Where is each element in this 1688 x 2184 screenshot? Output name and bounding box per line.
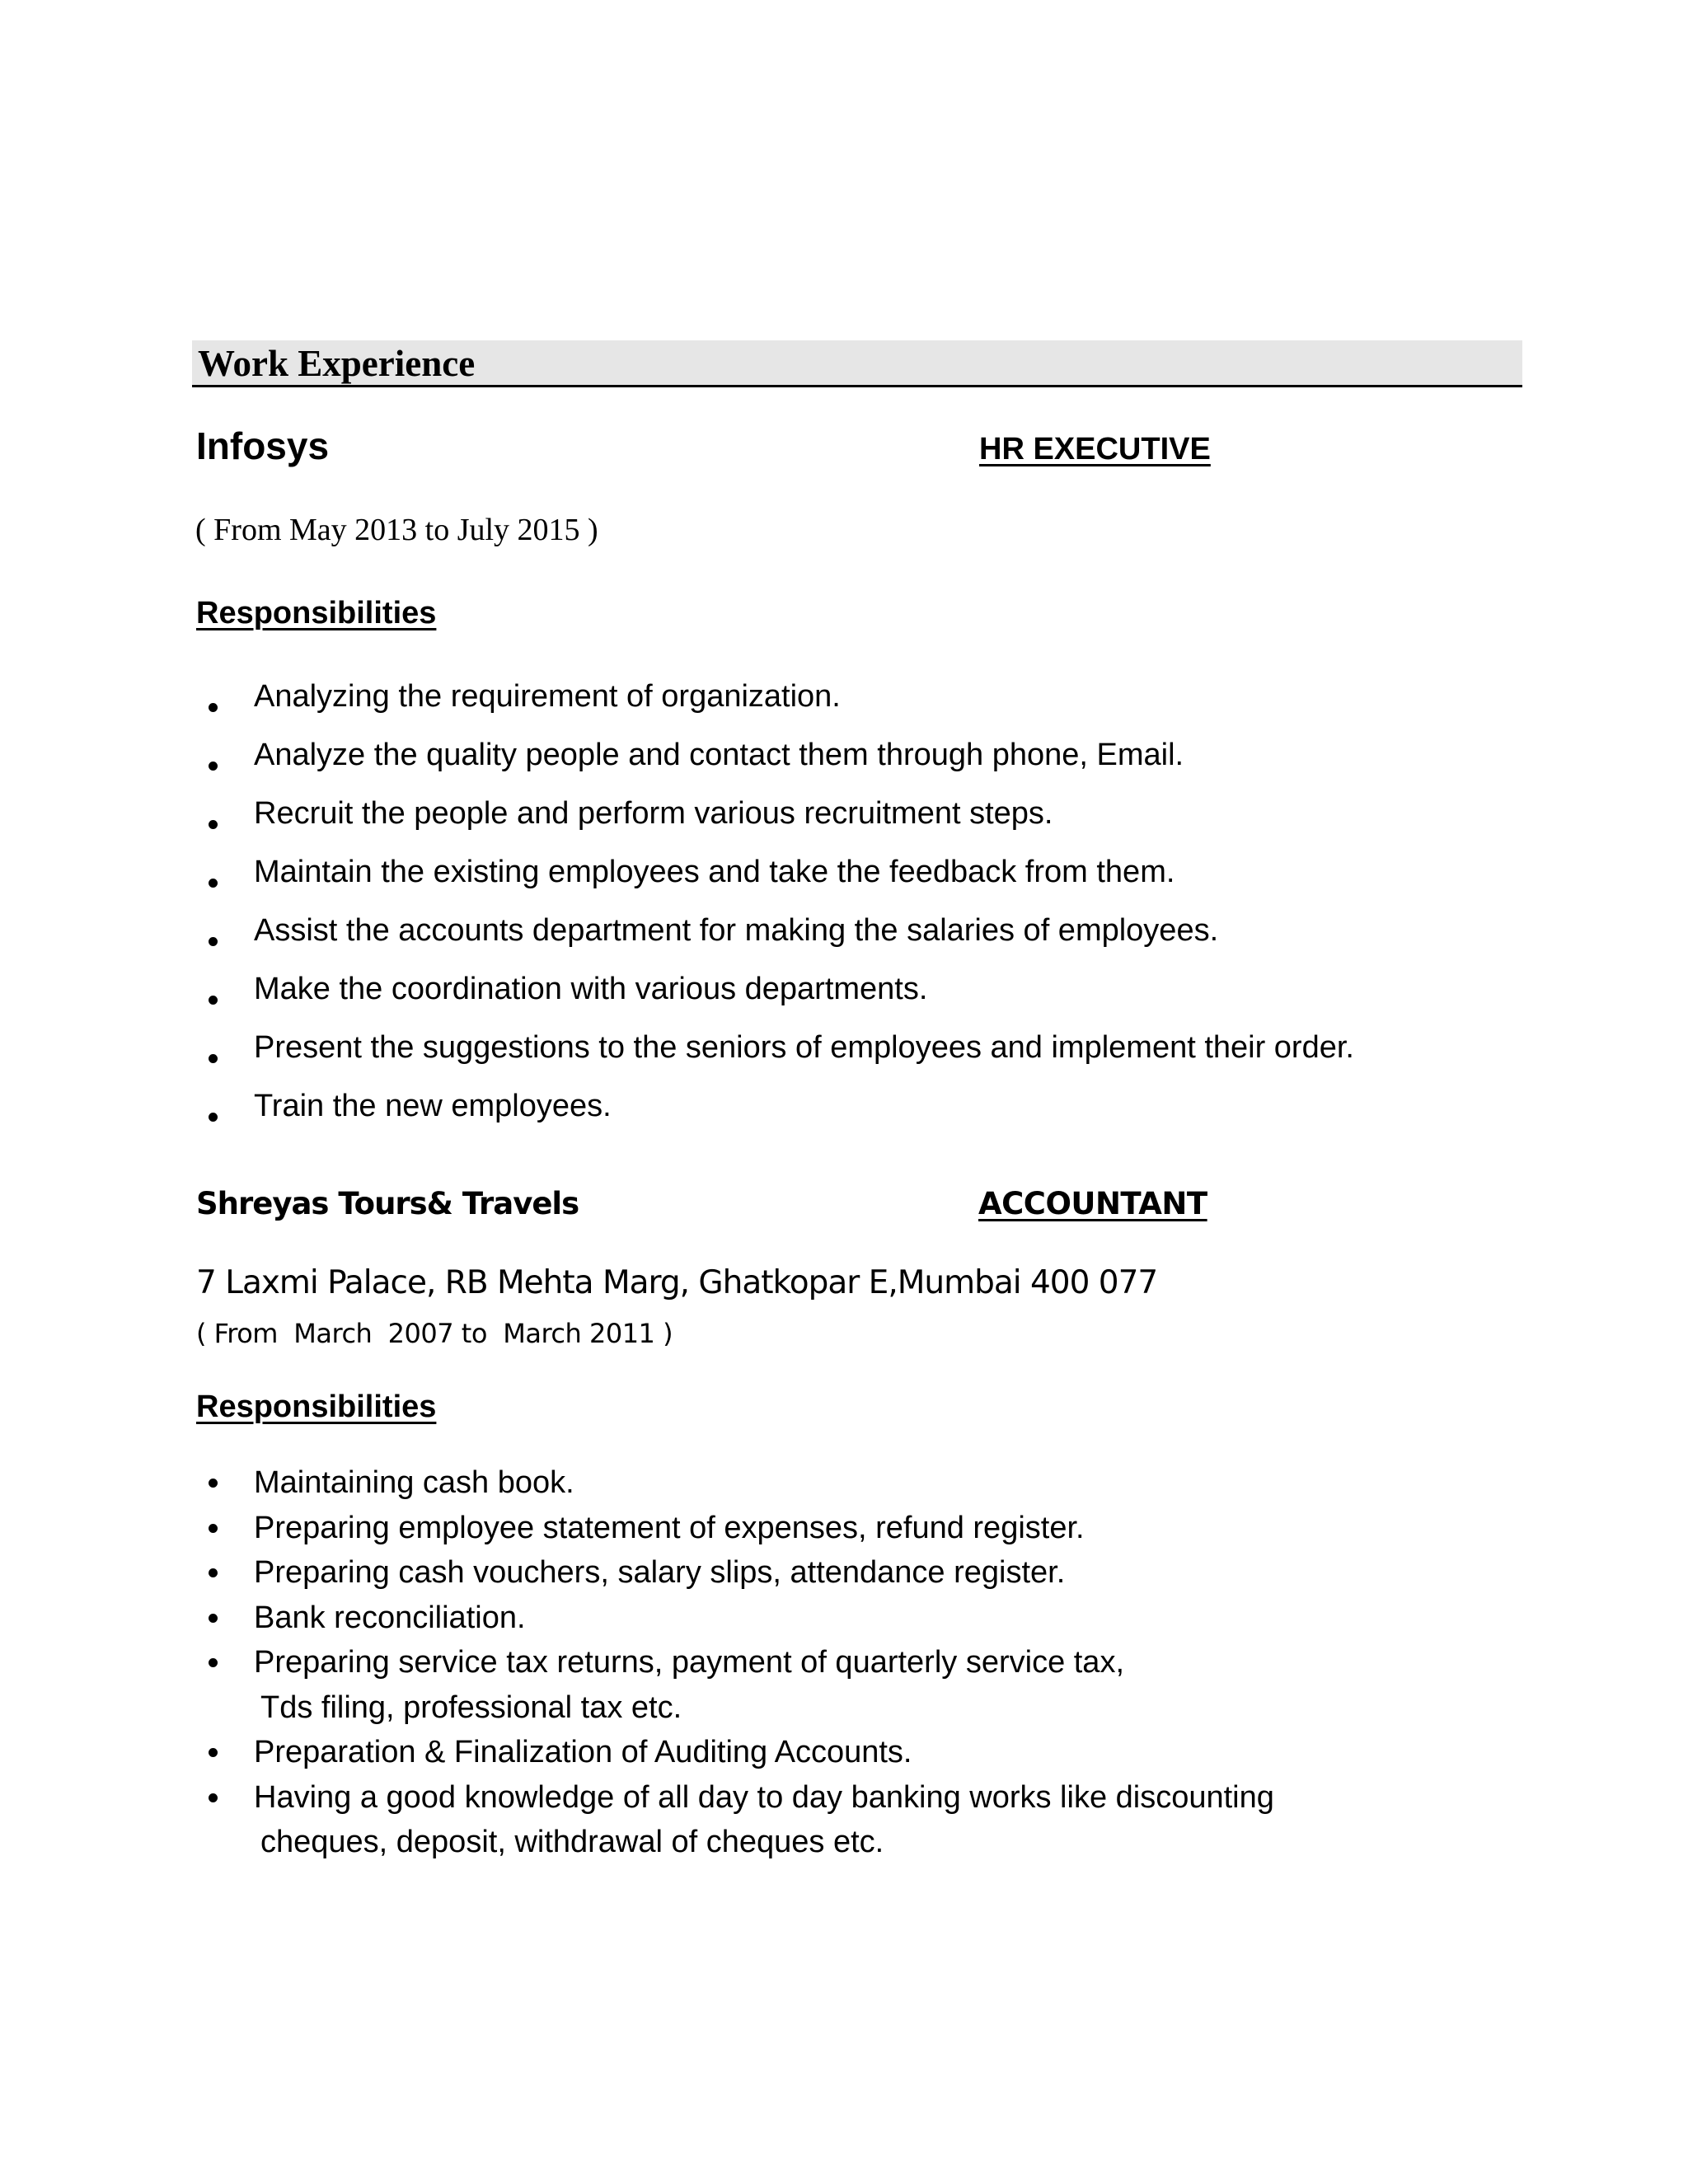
bullet-icon xyxy=(209,1793,218,1802)
list-item: Train the new employees. xyxy=(196,1087,1354,1146)
company-name: Infosys xyxy=(196,424,330,467)
list-item: Recruit the people and perform various recruitment steps. xyxy=(196,794,1354,853)
list-item: Make the coordination with various departments. xyxy=(196,970,1354,1029)
list-item: Assist the accounts department for making the salaries of employees. xyxy=(196,912,1354,970)
bullet-icon xyxy=(209,1479,218,1488)
list-item: Preparing cash vouchers, salary slips, attendance register. xyxy=(196,1550,1274,1596)
list-item: Analyzing the requirement of organization. xyxy=(196,677,1354,736)
section-header-bar xyxy=(192,340,1522,387)
list-item: Preparing service tax returns, payment of quarterly service tax, Tds filing, professional tax etc. xyxy=(196,1640,1274,1730)
list-item-continuation: Tds filing, professional tax etc. xyxy=(260,1690,682,1725)
bullet-icon xyxy=(209,703,218,712)
company-address: 7 Laxmi Palace, RB Mehta Marg, Ghatkopar E,Mumbai 400 077 xyxy=(196,1264,1158,1301)
job-title: HR EXECUTIVE xyxy=(979,432,1211,466)
employment-period: ( From March 2007 to March 2011 ) xyxy=(196,1318,673,1349)
bullet-icon xyxy=(209,762,218,771)
bullet-icon xyxy=(209,1658,218,1667)
list-item: Preparing employee statement of expenses, refund register. xyxy=(196,1506,1274,1551)
list-item: Maintain the existing employees and take the feedback from them. xyxy=(196,853,1354,912)
bullet-icon xyxy=(209,820,218,829)
responsibilities-heading: Responsibilities xyxy=(196,1390,437,1424)
bullet-icon xyxy=(209,996,218,1005)
list-item: Maintaining cash book. xyxy=(196,1460,1274,1506)
bullet-icon xyxy=(209,1748,218,1757)
job-title: ACCOUNTANT xyxy=(978,1186,1207,1221)
list-item: Preparation & Finalization of Auditing Accounts. xyxy=(196,1730,1274,1775)
bullet-icon xyxy=(209,1614,218,1623)
list-item: Present the suggestions to the seniors of employees and implement their order. xyxy=(196,1029,1354,1087)
responsibilities-list xyxy=(196,677,1354,1146)
responsibilities-heading: Responsibilities xyxy=(196,596,437,630)
responsibilities-list xyxy=(196,1460,1274,1865)
list-item: Having a good knowledge of all day to day banking works like discounting cheques, deposit, withdrawal of cheques etc. xyxy=(196,1775,1274,1865)
list-item: Bank reconciliation. xyxy=(196,1596,1274,1641)
list-item-continuation: cheques, deposit, withdrawal of cheques etc. xyxy=(260,1825,884,1859)
employment-period: ( From May 2013 to July 2015 ) xyxy=(195,513,598,547)
bullet-icon xyxy=(209,1568,218,1577)
bullet-icon xyxy=(209,937,218,946)
list-item: Analyze the quality people and contact them through phone, Email. xyxy=(196,736,1354,794)
bullet-icon xyxy=(209,879,218,888)
section-title: Work Experience xyxy=(198,343,476,384)
bullet-icon xyxy=(209,1113,218,1122)
company-name: Shreyas Tours& Travels xyxy=(196,1186,579,1221)
bullet-icon xyxy=(209,1054,218,1063)
bullet-icon xyxy=(209,1524,218,1533)
